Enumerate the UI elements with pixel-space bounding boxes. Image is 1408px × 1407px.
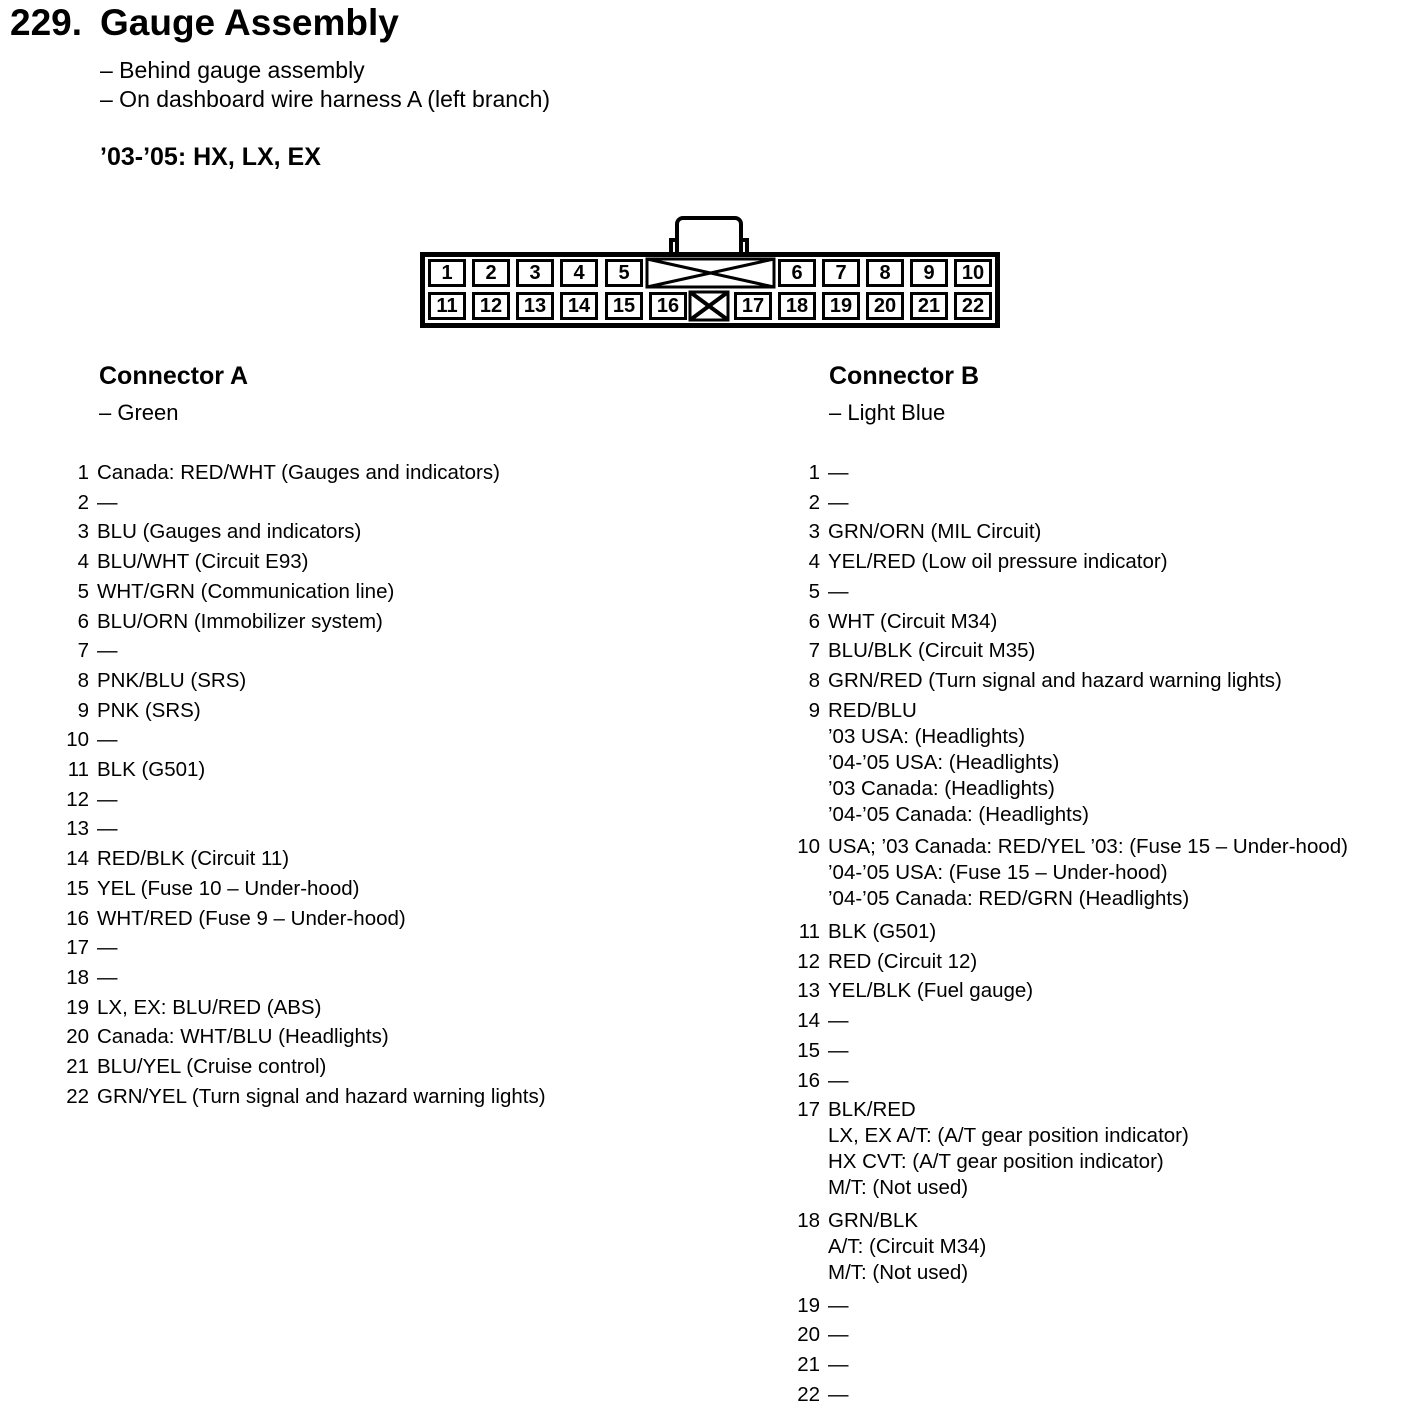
connector-pin-12: 12 <box>472 292 510 320</box>
pin-description: — <box>828 461 849 484</box>
pin-description: RED (Circuit 12) <box>828 949 978 973</box>
pin-sub-description: ’04-’05 USA: (Headlights) <box>828 750 1060 774</box>
pin-sub-description: HX CVT: (A/T gear position indicator) <box>828 1150 1164 1174</box>
connector-b-color: – Light Blue <box>829 400 946 425</box>
pin-sub-description: ’03 USA: (Headlights) <box>828 724 1026 748</box>
connector-lock-tab <box>675 216 743 254</box>
pin-number: 19 <box>797 1293 820 1317</box>
pin-sub-description: M/T: (Not used) <box>828 1176 969 1200</box>
pin-sub-description: ’03 Canada: (Headlights) <box>828 776 1055 800</box>
pin-number: 20 <box>66 1025 89 1049</box>
pin-number: 18 <box>797 1208 820 1232</box>
pin-number: 16 <box>797 1068 820 1092</box>
connector-pin-18: 18 <box>778 292 816 320</box>
pin-number: 12 <box>797 949 820 973</box>
pin-sub-description: LX, EX A/T: (A/T gear position indicator) <box>828 1124 1189 1148</box>
pin-number: 22 <box>66 1084 89 1108</box>
pin-description: BLK/RED <box>828 1098 916 1122</box>
pin-number: 3 <box>77 520 89 544</box>
model-years: ’03-’05: HX, LX, EX <box>100 143 321 171</box>
pin-number: 13 <box>797 979 820 1003</box>
pin-description: — <box>97 490 118 514</box>
pin-description: RED/BLU <box>828 698 917 722</box>
pin-description: — <box>828 1382 849 1406</box>
connector-b-heading: Connector B <box>829 362 979 390</box>
pin-description: BLU/BLK (Circuit M35) <box>828 639 1036 663</box>
pin-description: USA; ’03 Canada: RED/YEL ’03: (Fuse 15 – Under-hood) <box>828 835 1348 859</box>
pin-description: WHT/GRN (Communication line) <box>97 579 395 603</box>
pin-number: 2 <box>808 490 820 514</box>
pin-number: 14 <box>797 1009 820 1033</box>
pin-description: WHT/RED (Fuse 9 – Under-hood) <box>97 906 406 930</box>
pin-sub-description: ’04-’05 Canada: RED/GRN (Headlights) <box>828 887 1190 911</box>
connector-pin-9: 9 <box>910 259 948 287</box>
pin-description: WHT (Circuit M34) <box>828 609 998 633</box>
pin-number: 16 <box>66 906 89 930</box>
connector-pin-2: 2 <box>472 259 510 287</box>
pin-description: — <box>828 1068 849 1092</box>
connector-pin-17: 17 <box>734 292 772 320</box>
pin-description: YEL (Fuse 10 – Under-hood) <box>97 876 360 900</box>
pin-description: — <box>828 1323 849 1347</box>
pin-description: — <box>97 639 118 663</box>
connector-a-heading: Connector A <box>99 362 249 390</box>
connector-pin-15: 15 <box>605 292 643 320</box>
pin-number: 10 <box>797 835 820 859</box>
pin-description: BLU/ORN (Immobilizer system) <box>97 609 383 633</box>
pin-description: — <box>97 965 118 989</box>
connector-pin-16: 16 <box>649 292 687 320</box>
connector-pin-22: 22 <box>954 292 992 320</box>
pin-description: PNK/BLU (SRS) <box>97 668 247 692</box>
pin-number: 13 <box>66 817 89 841</box>
location-line-2: – On dashboard wire harness A (left branch) <box>100 86 551 112</box>
pin-number: 10 <box>66 728 89 752</box>
pin-description: — <box>828 1038 849 1062</box>
connector-pin-3: 3 <box>516 259 554 287</box>
pin-description: — <box>97 728 118 752</box>
connector-pin-11: 11 <box>428 292 466 320</box>
pin-number: 22 <box>797 1382 820 1406</box>
pin-description: — <box>97 787 118 811</box>
pin-description: LX, EX: BLU/RED (ABS) <box>97 995 322 1019</box>
pin-description: BLU/YEL (Cruise control) <box>97 1055 327 1078</box>
pin-description: BLK (G501) <box>97 758 206 781</box>
pin-number: 4 <box>77 550 89 574</box>
pin-number: 7 <box>77 639 89 663</box>
pin-description: YEL/RED (Low oil pressure indicator) <box>828 550 1168 574</box>
pin-description: RED/BLK (Circuit 11) <box>97 847 290 871</box>
pin-number: 9 <box>77 698 89 722</box>
connector-pin-8: 8 <box>866 259 904 287</box>
pin-number: 19 <box>66 995 89 1019</box>
pin-number: 17 <box>797 1098 820 1122</box>
connector-pin-6: 6 <box>778 259 816 287</box>
pin-number: 5 <box>808 579 820 603</box>
pin-description: BLU/WHT (Circuit E93) <box>97 550 309 574</box>
connector-a-color: – Green <box>99 400 179 425</box>
pin-description: BLK (G501) <box>828 920 937 943</box>
pin-description: GRN/YEL (Turn signal and hazard warning lights) <box>97 1084 546 1108</box>
pin-description: GRN/ORN (MIL Circuit) <box>828 520 1042 544</box>
pin-number: 7 <box>808 639 820 663</box>
pin-number: 2 <box>77 490 89 514</box>
pin-number: 21 <box>797 1353 820 1376</box>
connector-pin-19: 19 <box>822 292 860 320</box>
pin-description: — <box>828 579 849 603</box>
pin-description: — <box>828 1293 849 1317</box>
pin-number: 21 <box>66 1055 89 1078</box>
pin-number: 8 <box>808 668 820 692</box>
pin-description: Canada: WHT/BLU (Headlights) <box>97 1025 389 1049</box>
pin-number: 8 <box>77 668 89 692</box>
pin-number: 6 <box>77 609 89 633</box>
connector-pin-7: 7 <box>822 259 860 287</box>
pin-description: — <box>828 1009 849 1033</box>
pin-description: — <box>97 817 118 841</box>
pin-number: 11 <box>798 920 820 943</box>
section-number: 229. <box>10 2 83 43</box>
connector-pin-21: 21 <box>910 292 948 320</box>
pin-description: Canada: RED/WHT (Gauges and indicators) <box>97 461 500 484</box>
pin-description: BLU (Gauges and indicators) <box>97 520 362 544</box>
connector-pin-10: 10 <box>954 259 992 287</box>
pin-description: — <box>97 936 118 960</box>
pin-number: 9 <box>808 698 820 722</box>
location-line-1: – Behind gauge assembly <box>100 57 365 83</box>
pin-sub-description: A/T: (Circuit M34) <box>828 1234 987 1258</box>
pin-number: 20 <box>797 1323 820 1347</box>
connector-pin-5: 5 <box>605 259 643 287</box>
pin-number: 15 <box>66 876 89 900</box>
connector-pin-14: 14 <box>560 292 598 320</box>
page-title <box>10 2 399 44</box>
section-title: Gauge Assembly <box>100 2 399 43</box>
pin-number: 18 <box>66 965 89 989</box>
connector-pin-1: 1 <box>428 259 466 287</box>
pin-number: 4 <box>808 550 820 574</box>
pin-description: GRN/BLK <box>828 1208 918 1232</box>
pin-description: — <box>828 490 849 514</box>
pin-number: 14 <box>66 847 89 871</box>
pin-number: 3 <box>808 520 820 544</box>
pin-description: YEL/BLK (Fuel gauge) <box>828 979 1034 1003</box>
pin-number: 11 <box>67 758 89 781</box>
pin-number: 5 <box>77 579 89 603</box>
connector-diagram <box>420 216 1000 328</box>
pin-number: 12 <box>66 787 89 811</box>
pin-number: 17 <box>66 936 89 960</box>
pin-description: PNK (SRS) <box>97 698 201 722</box>
pin-number: 1 <box>808 461 820 484</box>
pin-description: GRN/RED (Turn signal and hazard warning lights) <box>828 668 1282 692</box>
pin-number: 6 <box>808 609 820 633</box>
pin-number: 1 <box>77 461 89 484</box>
connector-pin-20: 20 <box>866 292 904 320</box>
connector-pin-13: 13 <box>516 292 554 320</box>
pin-description: — <box>828 1353 849 1376</box>
pin-sub-description: ’04-’05 Canada: (Headlights) <box>828 802 1089 826</box>
pin-sub-description: M/T: (Not used) <box>828 1260 969 1284</box>
pin-sub-description: ’04-’05 USA: (Fuse 15 – Under-hood) <box>828 861 1168 885</box>
connector-pin-4: 4 <box>560 259 598 287</box>
pin-number: 15 <box>797 1038 820 1062</box>
